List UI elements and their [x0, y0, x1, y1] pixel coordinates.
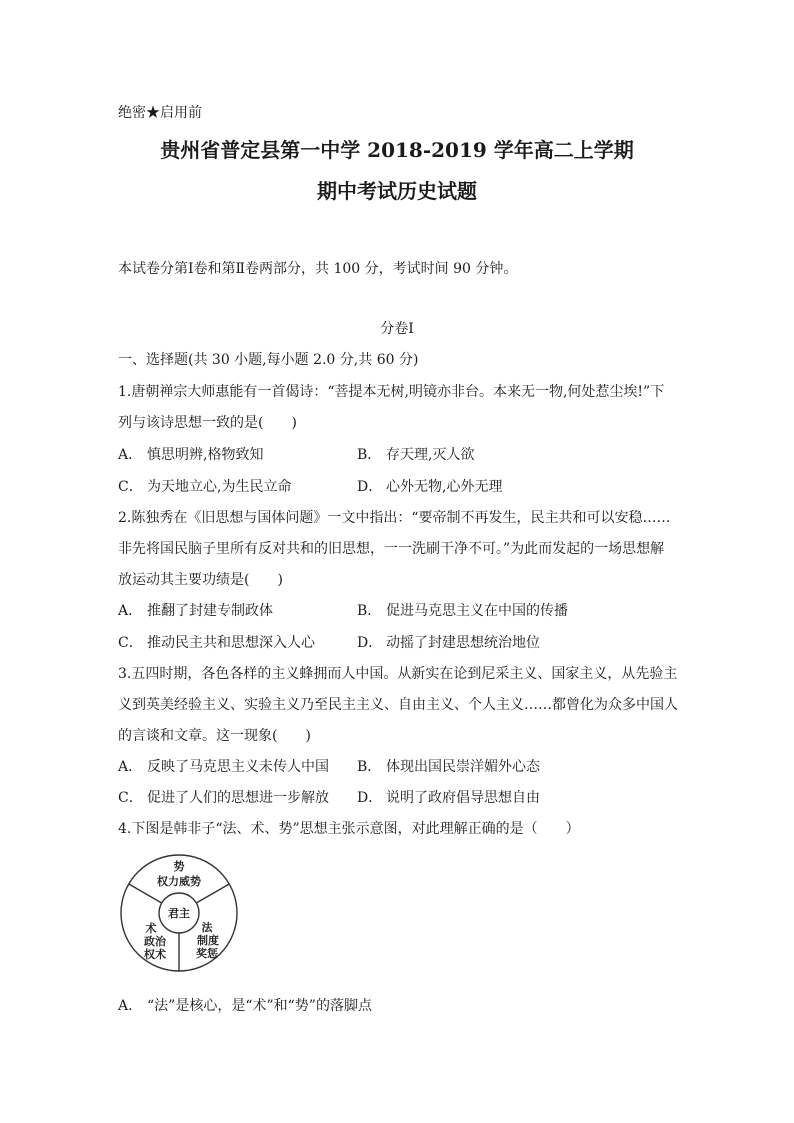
option-text: 推动民主共和思想深入人心 [147, 635, 315, 651]
diagram-center-label: 君主 [168, 907, 190, 920]
option-a[interactable] [118, 758, 329, 776]
question-stem-line: 3.五四时期，各色各样的主义蜂拥而人中国。从新实在论到尼采主义、国家主义，从先验主 [118, 666, 678, 682]
option-text: 促进马克思主义在中国的传播 [386, 603, 568, 619]
option-label: B． [357, 603, 382, 619]
option-c[interactable] [118, 478, 291, 496]
option-label: A． [118, 447, 143, 463]
exam-title-line2: 期中考试历史试题 [317, 179, 477, 203]
exam-intro: 本试卷分第Ⅰ卷和第Ⅱ卷两部分，共 100 分，考试时间 90 分钟。 [118, 261, 518, 277]
question-stem-line: 放运动其主要功绩是( ) [118, 572, 283, 588]
option-text: 推翻了封建专制政体 [147, 603, 273, 619]
diagram-left-head: 术 [145, 922, 157, 935]
option-text: 体现出国民崇洋媚外心态 [386, 759, 540, 775]
question-stem-line: 4.下图是韩非子“法、术、势”思想主张示意图，对此理解正确的是（ ） [118, 821, 580, 837]
option-d[interactable] [357, 478, 502, 496]
option-a[interactable] [118, 997, 372, 1015]
option-b[interactable] [357, 758, 540, 776]
option-text: 为天地立心,为生民立命 [147, 479, 292, 495]
option-label: D． [357, 479, 383, 495]
question-stem-line: 列与该诗思想一致的是( ) [118, 415, 297, 431]
option-label: B． [357, 759, 382, 775]
option-text: 动摇了封建思想统治地位 [386, 635, 540, 651]
question-stem-line: 义到英美经验主义、实验主义乃至民主主义、自由主义、个人主义……都曾化为众多中国人 [118, 697, 678, 713]
question-stem-line: 的言谈和文章。这一现象( ) [118, 728, 311, 744]
diagram-left-line2: 权术 [144, 948, 166, 961]
diagram-top-line: 权力威势 [157, 875, 201, 888]
option-b[interactable] [357, 446, 474, 464]
option-text: 反映了马克思主义未传人中国 [147, 759, 329, 775]
exam-title-line1: 贵州省普定县第一中学 2018-2019 学年高二上学期 [160, 138, 634, 162]
diagram-divider-right [196, 884, 229, 903]
option-d[interactable] [357, 634, 540, 652]
option-label: D． [357, 790, 383, 806]
classification-label: 绝密★启用前 [118, 105, 202, 121]
option-d[interactable] [357, 789, 540, 807]
diagram-top-head: 势 [173, 860, 185, 873]
diagram-left-line1: 政治 [144, 935, 166, 948]
option-text: 心外无物,心外无理 [386, 479, 503, 495]
option-text: 存天理,灭人欲 [386, 447, 475, 463]
option-c[interactable] [118, 634, 315, 652]
option-label: A． [118, 998, 143, 1014]
diagram-right-head: 法 [201, 921, 213, 934]
question-stem-line: 非先将国民脑子里所有反对共和的旧思想，一一洗刷干净不可。”为此而发起的一场思想解 [118, 541, 665, 557]
han-feizi-diagram [114, 848, 244, 978]
option-a[interactable] [118, 602, 273, 620]
diagram-right-line1: 制度 [197, 934, 219, 947]
option-text: 说明了政府倡导思想自由 [386, 790, 540, 806]
option-label: A． [118, 759, 143, 775]
section-title: 分卷I [380, 321, 414, 337]
option-label: D． [357, 635, 383, 651]
option-text: 慎思明辨,格物致知 [147, 447, 264, 463]
option-label: C． [118, 790, 143, 806]
option-label: A． [118, 603, 143, 619]
option-label: C． [118, 479, 143, 495]
question-stem-line: 2.陈独秀在《旧思想与国体问题》一文中指出：“要帝制不再发生，民主共和可以安稳…… [118, 510, 671, 526]
option-c[interactable] [118, 789, 329, 807]
diagram-right-line2: 奖惩 [196, 947, 218, 960]
option-text: “法”是核心，是“术”和“势”的落脚点 [147, 998, 372, 1014]
option-a[interactable] [118, 446, 263, 464]
part-heading: 一、选择题(共 30 小题,每小题 2.0 分,共 60 分) [118, 352, 419, 368]
option-label: B． [357, 447, 382, 463]
option-b[interactable] [357, 602, 568, 620]
option-text: 促进了人们的思想进一步解放 [147, 790, 329, 806]
option-label: C． [118, 635, 143, 651]
question-stem-line: 1.唐朝禅宗大师惠能有一首偈诗：“菩提本无树,明镜亦非台。本来无一物,何处惹尘埃!”下 [118, 384, 665, 400]
